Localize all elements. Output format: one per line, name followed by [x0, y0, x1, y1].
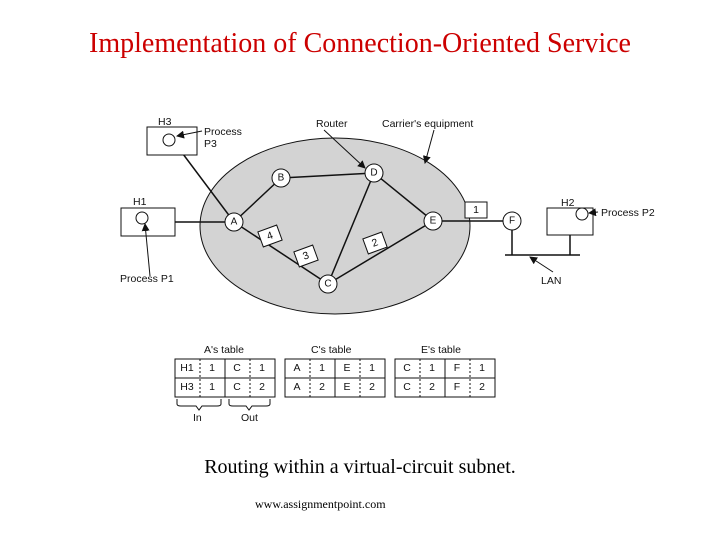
table-cell: E	[343, 381, 351, 393]
table-cell: 1	[319, 362, 325, 374]
process-p3-circle	[163, 134, 175, 146]
out-label: Out	[241, 412, 258, 424]
router-b	[272, 169, 290, 187]
table-cell: 2	[479, 381, 485, 393]
table-cell: 2	[429, 381, 435, 393]
c-table	[285, 359, 385, 397]
table-cell: 1	[209, 362, 215, 374]
router-e-label: E	[429, 215, 437, 227]
table-cell: C	[233, 362, 241, 374]
table-cell: C	[403, 381, 411, 393]
router-c-label: C	[324, 278, 332, 290]
h1-label: H1	[133, 196, 147, 208]
table-cell: F	[453, 362, 461, 374]
router-label: Router	[316, 118, 348, 130]
page-title: Implementation of Connection-Oriented Service	[89, 28, 631, 59]
table-cell: 1	[429, 362, 435, 374]
table-cell: 1	[479, 362, 485, 374]
process-p1-circle	[136, 212, 148, 224]
table-cell: 1	[209, 381, 215, 393]
e-table	[395, 359, 495, 397]
h3-label: H3	[158, 116, 172, 128]
table-cell: C	[403, 362, 411, 374]
table-cell: H3	[180, 381, 194, 393]
host-h3	[147, 116, 197, 155]
a-table-title: A's table	[204, 344, 244, 356]
lan-label: LAN	[541, 275, 562, 287]
h2-label: H2	[561, 197, 575, 209]
in-label: In	[193, 412, 202, 424]
table-cell: E	[343, 362, 351, 374]
table-cell: 2	[259, 381, 265, 393]
router-b-label: B	[277, 172, 285, 184]
table-cell: 2	[369, 381, 375, 393]
host-h2	[547, 197, 593, 235]
router-d	[365, 164, 383, 182]
table-cell: F	[453, 381, 461, 393]
c-table-title: C's table	[311, 344, 352, 356]
table-cell: 1	[259, 362, 265, 374]
packet-1-label: 1	[473, 204, 479, 216]
router-c	[319, 275, 337, 293]
packet-4-label: 4	[265, 229, 275, 243]
router-a	[225, 213, 243, 231]
process-p3-label-2: P3	[204, 138, 217, 150]
packet-3-label: 3	[301, 249, 311, 263]
table-cell: 1	[369, 362, 375, 374]
table-cell: C	[233, 381, 241, 393]
process-p3-label-1: Process	[204, 126, 242, 138]
host-h1	[121, 196, 175, 236]
router-f	[503, 212, 521, 230]
router-a-label: A	[230, 216, 238, 228]
footer-url[interactable]: www.assignmentpoint.com	[255, 497, 386, 511]
process-p1-label: Process P1	[120, 273, 174, 285]
out-brace	[229, 399, 270, 410]
packet-2-label: 2	[370, 236, 380, 250]
router-e	[424, 212, 442, 230]
router-d-label: D	[370, 167, 378, 179]
table-cell: A	[293, 381, 301, 393]
router-f-label: F	[508, 215, 516, 227]
table-cell: 2	[319, 381, 325, 393]
e-table-title: E's table	[421, 344, 461, 356]
table-cell: H1	[180, 362, 194, 374]
carrier-label: Carrier's equipment	[382, 118, 474, 130]
packet-1	[465, 202, 487, 218]
process-p2-label: Process P2	[601, 207, 655, 219]
process-p2-circle	[576, 208, 588, 220]
routing-tables	[175, 344, 495, 424]
figure-caption: Routing within a virtual-circuit subnet.	[204, 456, 516, 478]
in-brace	[177, 399, 221, 410]
table-cell: A	[293, 362, 301, 374]
a-table	[175, 359, 275, 397]
